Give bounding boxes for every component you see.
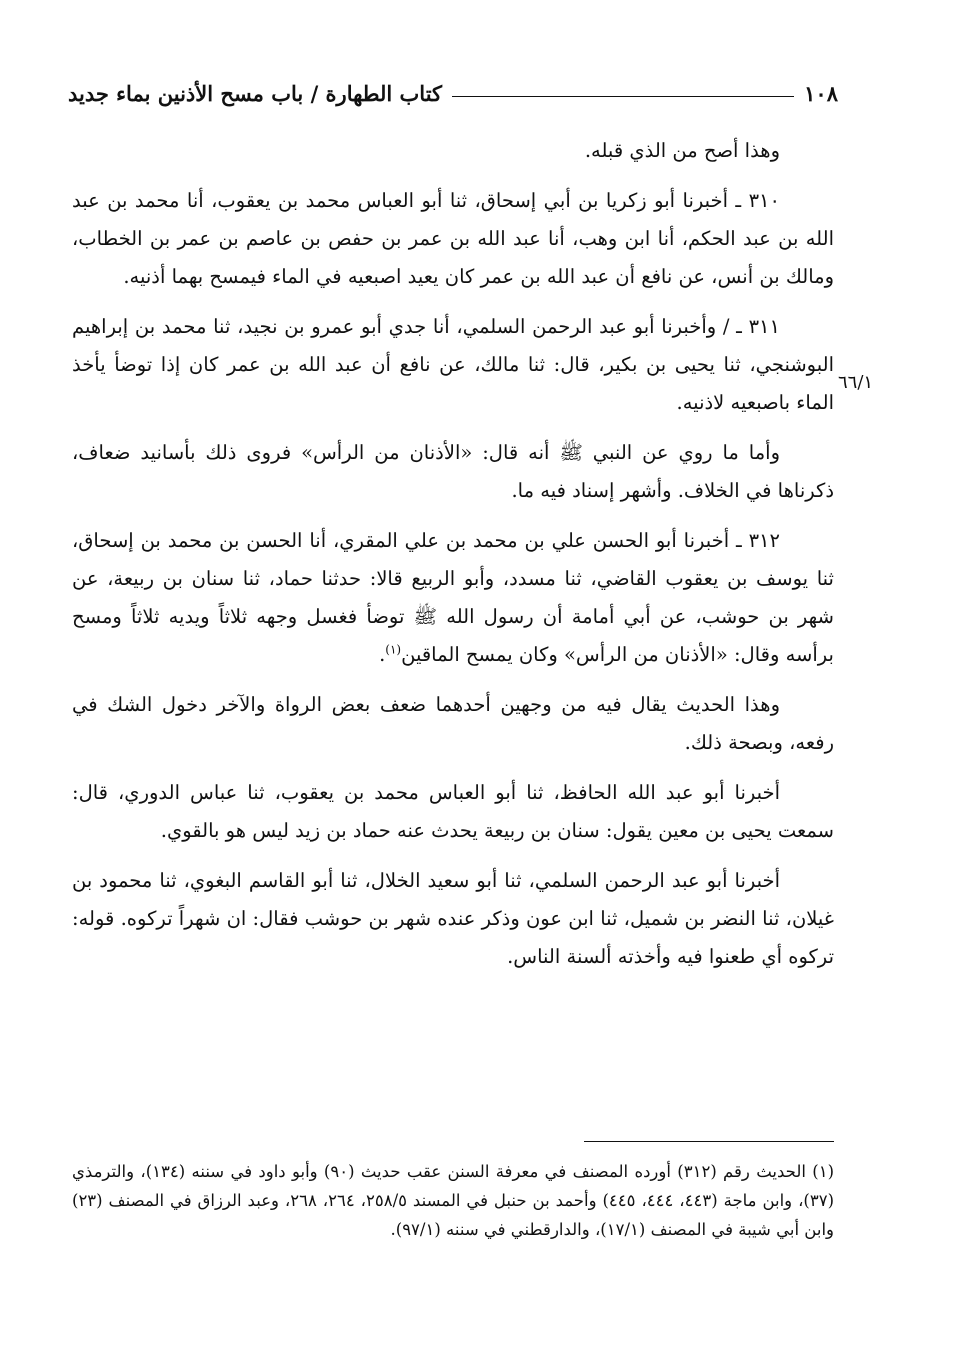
header-rule — [452, 96, 794, 97]
running-title: كتاب الطهارة / باب مسح الأذنين بماء جديد — [68, 80, 443, 106]
paragraph: أخبرنا أبو عبد الرحمن السلمي، ثنا أبو سعيد الخلال، ثنا أبو القاسم البغوي، ثنا محمود بن غيلان، ثنا النضر بن شميل، ثنا ابن عون وذكر عنده شهر بن حوشب فقال: ان شهراً تركوه. قوله: تركوه أي طعنوا فيه وأخذته ألسنة الناس. — [72, 869, 834, 968]
page-number: ١٠٨ — [804, 80, 838, 106]
main-text — [72, 132, 834, 988]
paragraph: أخبرنا أبو عبد الله الحافظ، ثنا أبو العباس محمد بن يعقوب، ثنا عباس الدوري، قال: سمعت يحيى بن معين يقول: سنان بن ربيعة يحدث عنه حماد بن زيد ليس هو بالقوي. — [72, 781, 834, 842]
margin-reference: ٦٦/١ — [838, 372, 874, 393]
hadith-312 — [72, 522, 834, 674]
footnote-1: (١) الحديث رقم (٣١٢) أورده المصنف في معرفة السنن عقب حديث (٩٠) وأبو داود في سننه (١٣٤)، والترمذي (٣٧)، وابن ماجة (٤٤٣، ٤٤٤، ٤٤٥) وأحمد بن حنبل في المسند ٢٥٨/٥، ٢٦٤، ٢٦٨، وعبد الرزاق في المصنف (٢٣) وابن أبي شيبة في المصنف (١٧/١)، والدارقطني في سننه (٩٧/١). — [72, 1162, 835, 1239]
sentence-end: . — [379, 643, 386, 666]
hadith-311: ٣١١ ـ / وأخبرنا أبو عبد الرحمن السلمي، أنا جدي أبو عمرو بن نجيد، ثنا محمد بن إبراهيم البوشنجي، ثنا يحيى بن بكير، قال: ثنا مالك، عن نافع أن عبد الله بن عمر كان إذا توضأ يأخذ الماء باصبعيه لاذنيه. — [72, 315, 834, 414]
footnotes — [72, 1157, 834, 1244]
footnote-marker[interactable]: (١) — [385, 642, 402, 657]
paragraph: وهذا أصح من الذي قبله. — [584, 139, 780, 162]
page-header — [68, 76, 838, 110]
hadith-312-text: ٣١٢ ـ أخبرنا أبو الحسن علي بن محمد بن علي المقري، أنا الحسن بن محمد بن إسحاق، ثنا يوسف بن يعقوب القاضي، ثنا مسدد، وأبو الربيع قالا: حدثنا حماد، ثنا سنان بن ربيعة، عن شهر بن حوشب، عن أبي أمامة أن رسول الله ﷺ توضأ فغسل وجهه ثلاثاً ويديه ثلاثاً ومسح برأسه وقال: «الأذنان من الرأس» وكان يمسح الماقين — [72, 529, 834, 666]
hadith-310: ٣١٠ ـ أخبرنا أبو زكريا بن أبي إسحاق، ثنا أبو العباس محمد بن يعقوب، أنا محمد بن عبد الله بن عبد الحكم، أنا ابن وهب، أنا عبد الله بن عمر بن حفص بن عاصم بن عمر بن الخطاب، ومالك بن أنس، عن نافع أن عبد الله بن عمر كان يعيد اصبعيه في الماء فيمسح بهما أذنيه. — [72, 189, 834, 288]
paragraph: وهذا الحديث يقال فيه من وجهين أحدهما ضعف بعض الرواة والآخر دخول الشك في رفعه، وبصحة ذلك. — [72, 693, 834, 754]
footnote-separator — [584, 1141, 834, 1142]
paragraph: وأما ما روي عن النبي ﷺ أنه قال: «الأذنان من الرأس» فروى ذلك بأسانيد ضعاف، ذكرناها في الخلاف. وأشهر إسناد فيه ما. — [72, 441, 834, 502]
